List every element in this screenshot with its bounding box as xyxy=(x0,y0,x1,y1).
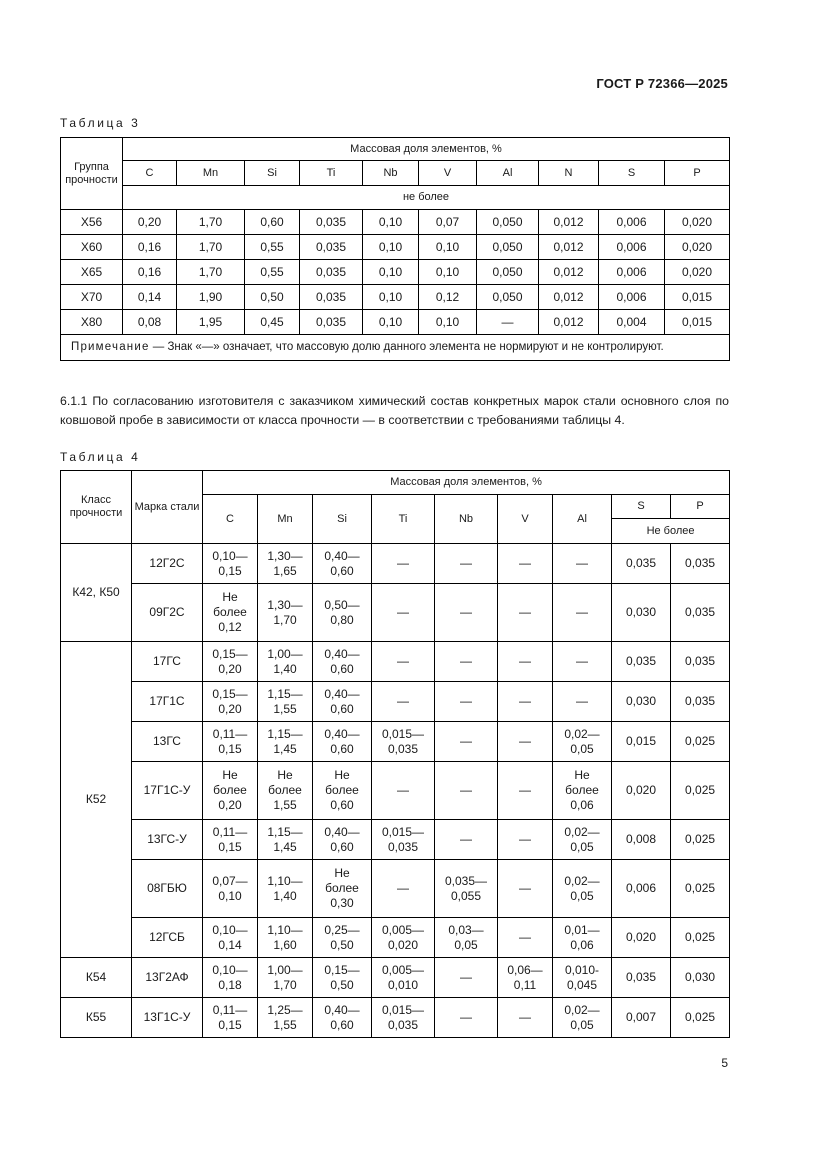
value-cell: 0,02— 0,05 xyxy=(553,722,612,762)
strength-group-cell: X65 xyxy=(61,260,123,285)
value-cell: 1,10— 1,40 xyxy=(258,860,313,918)
value-cell: 0,035 xyxy=(300,260,363,285)
value-cell: 0,015 xyxy=(665,310,730,335)
value-cell: 0,035 xyxy=(300,310,363,335)
value-cell: Не более 0,06 xyxy=(553,762,612,820)
value-cell: 0,11— 0,15 xyxy=(203,820,258,860)
value-cell: 0,025 xyxy=(671,762,730,820)
table-row xyxy=(61,235,730,260)
value-cell: — xyxy=(435,722,498,762)
value-cell: 0,10 xyxy=(363,260,419,285)
steel-grade-cell: 13ГС xyxy=(132,722,203,762)
value-cell: 0,40— 0,60 xyxy=(313,722,372,762)
value-cell: 0,02— 0,05 xyxy=(553,820,612,860)
value-cell: 1,30— 1,70 xyxy=(258,584,313,642)
value-cell: 0,035 xyxy=(300,210,363,235)
strength-class-cell: К52 xyxy=(61,642,132,958)
table-row xyxy=(61,762,730,820)
strength-group-cell: X56 xyxy=(61,210,123,235)
value-cell: 0,07 xyxy=(419,210,477,235)
note-label: Примечание xyxy=(71,341,150,353)
steel-grade-cell: 13Г2АФ xyxy=(132,958,203,998)
value-cell: Не более 0,12 xyxy=(203,584,258,642)
value-cell: 0,01— 0,06 xyxy=(553,918,612,958)
table-row xyxy=(61,310,730,335)
table4-element-header: Al xyxy=(553,495,612,544)
value-cell: 0,03— 0,05 xyxy=(435,918,498,958)
value-cell: 1,70 xyxy=(177,210,245,235)
value-cell: 0,015 xyxy=(665,285,730,310)
table3 xyxy=(60,137,730,361)
value-cell: — xyxy=(498,544,553,584)
value-cell: 0,08 xyxy=(123,310,177,335)
table4-element-header: Si xyxy=(313,495,372,544)
value-cell: — xyxy=(477,310,539,335)
table4-class-header: Класс прочности xyxy=(61,471,132,544)
value-cell: — xyxy=(435,820,498,860)
value-cell: — xyxy=(498,722,553,762)
table3-limit-label: не более xyxy=(123,186,730,210)
table4-grade-header: Марка стали xyxy=(132,471,203,544)
table-row xyxy=(61,918,730,958)
table-row xyxy=(61,260,730,285)
table4-mass-header: Массовая доля элементов, % xyxy=(203,471,730,495)
value-cell: 0,40— 0,60 xyxy=(313,642,372,682)
value-cell: — xyxy=(372,682,435,722)
table-row xyxy=(61,860,730,918)
value-cell: 0,40— 0,60 xyxy=(313,544,372,584)
value-cell: 0,025 xyxy=(671,860,730,918)
value-cell: 0,40— 0,60 xyxy=(313,820,372,860)
value-cell: 1,90 xyxy=(177,285,245,310)
value-cell: 0,020 xyxy=(665,210,730,235)
value-cell: 0,14 xyxy=(123,285,177,310)
strength-group-cell: X70 xyxy=(61,285,123,310)
table-row xyxy=(61,642,730,682)
value-cell: 0,025 xyxy=(671,722,730,762)
table4-element-header: Mn xyxy=(258,495,313,544)
value-cell: — xyxy=(498,762,553,820)
value-cell: — xyxy=(435,642,498,682)
value-cell: 0,015— 0,035 xyxy=(372,820,435,860)
table4-element-header: C xyxy=(203,495,258,544)
value-cell: 0,06— 0,11 xyxy=(498,958,553,998)
value-cell: 0,10 xyxy=(363,210,419,235)
paragraph-6-1-1: 6.1.1 По согласованию изготовителя с заказчиком химический состав конкретных марок стали основного слоя по ковшовой пробе в зависимости от класса прочности — в соответствии с требованиями таблицы 4. xyxy=(60,394,729,427)
table3-element-header: S xyxy=(599,161,665,186)
table4-element-header: Ti xyxy=(372,495,435,544)
value-cell: 0,050 xyxy=(477,235,539,260)
table-row xyxy=(61,210,730,235)
value-cell: 0,012 xyxy=(539,210,599,235)
table3-caption: Таблица 3 xyxy=(60,116,141,130)
value-cell: 0,010- 0,045 xyxy=(553,958,612,998)
strength-class-cell: К54 xyxy=(61,958,132,998)
steel-grade-cell: 17ГС xyxy=(132,642,203,682)
strength-class-cell: К42, К50 xyxy=(61,544,132,642)
value-cell: 0,030 xyxy=(612,682,671,722)
value-cell: — xyxy=(498,918,553,958)
value-cell: 1,10— 1,60 xyxy=(258,918,313,958)
value-cell: 0,015— 0,035 xyxy=(372,998,435,1038)
value-cell: 0,10 xyxy=(419,310,477,335)
value-cell: 0,006 xyxy=(599,285,665,310)
value-cell: 0,025 xyxy=(671,998,730,1038)
value-cell: 0,035 xyxy=(612,544,671,584)
table-row xyxy=(61,285,730,310)
value-cell: 0,10 xyxy=(419,260,477,285)
value-cell: — xyxy=(553,544,612,584)
steel-grade-cell: 13ГС-У xyxy=(132,820,203,860)
value-cell: — xyxy=(498,584,553,642)
value-cell: 0,005— 0,020 xyxy=(372,918,435,958)
value-cell: 0,10 xyxy=(363,310,419,335)
value-cell: 0,12 xyxy=(419,285,477,310)
value-cell: 0,11— 0,15 xyxy=(203,722,258,762)
value-cell: 0,55 xyxy=(245,260,300,285)
value-cell: 0,40— 0,60 xyxy=(313,682,372,722)
table4-element-header: P xyxy=(671,495,730,519)
table-row xyxy=(61,958,730,998)
value-cell: — xyxy=(372,544,435,584)
value-cell: 0,16 xyxy=(123,260,177,285)
value-cell: 0,035— 0,055 xyxy=(435,860,498,918)
table3-element-header: Si xyxy=(245,161,300,186)
value-cell: 0,012 xyxy=(539,260,599,285)
value-cell: 1,15— 1,55 xyxy=(258,682,313,722)
value-cell: 0,008 xyxy=(612,820,671,860)
value-cell: 0,004 xyxy=(599,310,665,335)
value-cell: 0,050 xyxy=(477,210,539,235)
value-cell: — xyxy=(435,958,498,998)
table-row xyxy=(61,820,730,860)
table-row xyxy=(61,584,730,642)
value-cell: 1,00— 1,40 xyxy=(258,642,313,682)
note-text: — Знак «—» означает, что массовую долю данного элемента не нормируют и не контролируют. xyxy=(152,341,664,353)
value-cell: — xyxy=(498,860,553,918)
value-cell: 0,015— 0,035 xyxy=(372,722,435,762)
value-cell: 1,00— 1,70 xyxy=(258,958,313,998)
value-cell: 1,70 xyxy=(177,260,245,285)
value-cell: 1,30— 1,65 xyxy=(258,544,313,584)
value-cell: 0,10— 0,18 xyxy=(203,958,258,998)
value-cell: 0,007 xyxy=(612,998,671,1038)
value-cell: 0,10 xyxy=(363,285,419,310)
value-cell: 0,006 xyxy=(599,210,665,235)
value-cell: 0,035 xyxy=(300,235,363,260)
value-cell: 0,45 xyxy=(245,310,300,335)
value-cell: 0,55 xyxy=(245,235,300,260)
value-cell: 1,15— 1,45 xyxy=(258,722,313,762)
table4 xyxy=(60,470,730,1038)
value-cell: 0,07— 0,10 xyxy=(203,860,258,918)
value-cell: 1,25— 1,55 xyxy=(258,998,313,1038)
value-cell: 0,035 xyxy=(612,958,671,998)
table-row xyxy=(61,722,730,762)
value-cell: — xyxy=(553,682,612,722)
table3-note xyxy=(61,335,730,361)
value-cell: — xyxy=(435,544,498,584)
value-cell: 0,50— 0,80 xyxy=(313,584,372,642)
value-cell: — xyxy=(498,682,553,722)
table3-mass-header: Массовая доля элементов, % xyxy=(123,138,730,161)
value-cell: — xyxy=(553,584,612,642)
table3-element-header: C xyxy=(123,161,177,186)
value-cell: — xyxy=(372,584,435,642)
value-cell: — xyxy=(498,642,553,682)
value-cell: 0,012 xyxy=(539,235,599,260)
value-cell: 0,15— 0,50 xyxy=(313,958,372,998)
value-cell: 0,15— 0,20 xyxy=(203,682,258,722)
table4-element-header: S xyxy=(612,495,671,519)
value-cell: — xyxy=(498,820,553,860)
value-cell: 0,015 xyxy=(612,722,671,762)
value-cell: 0,006 xyxy=(612,860,671,918)
table3-element-header: Al xyxy=(477,161,539,186)
value-cell: 0,025 xyxy=(671,918,730,958)
steel-grade-cell: 12ГСБ xyxy=(132,918,203,958)
steel-grade-cell: 13Г1С-У xyxy=(132,998,203,1038)
table4-limit-label: Не более xyxy=(612,519,730,544)
value-cell: — xyxy=(372,642,435,682)
value-cell: 1,15— 1,45 xyxy=(258,820,313,860)
value-cell: 0,035 xyxy=(671,584,730,642)
value-cell: 0,006 xyxy=(599,260,665,285)
value-cell: — xyxy=(435,584,498,642)
value-cell: 0,020 xyxy=(612,762,671,820)
value-cell: 0,035 xyxy=(671,544,730,584)
value-cell: 0,020 xyxy=(665,260,730,285)
value-cell: 0,025 xyxy=(671,820,730,860)
value-cell: — xyxy=(435,998,498,1038)
value-cell: 0,16 xyxy=(123,235,177,260)
strength-class-cell: К55 xyxy=(61,998,132,1038)
value-cell: 0,035 xyxy=(671,642,730,682)
table-row xyxy=(61,998,730,1038)
value-cell: 0,012 xyxy=(539,310,599,335)
value-cell: 0,035 xyxy=(300,285,363,310)
value-cell: 0,40— 0,60 xyxy=(313,998,372,1038)
value-cell: 0,050 xyxy=(477,285,539,310)
table3-element-header: Nb xyxy=(363,161,419,186)
value-cell: 0,50 xyxy=(245,285,300,310)
table3-element-header: V xyxy=(419,161,477,186)
value-cell: 0,25— 0,50 xyxy=(313,918,372,958)
value-cell: — xyxy=(372,860,435,918)
value-cell: — xyxy=(498,998,553,1038)
table4-element-header: Nb xyxy=(435,495,498,544)
value-cell: — xyxy=(435,682,498,722)
page-number: 5 xyxy=(721,1056,728,1070)
table-row xyxy=(61,544,730,584)
value-cell: 0,02— 0,05 xyxy=(553,860,612,918)
value-cell: — xyxy=(372,762,435,820)
value-cell: 0,006 xyxy=(599,235,665,260)
value-cell: Не более 1,55 xyxy=(258,762,313,820)
steel-grade-cell: 17Г1С-У xyxy=(132,762,203,820)
table4-caption: Таблица 4 xyxy=(60,450,141,464)
value-cell: 0,030 xyxy=(671,958,730,998)
value-cell: 0,10 xyxy=(419,235,477,260)
value-cell: — xyxy=(435,762,498,820)
value-cell: 0,10— 0,15 xyxy=(203,544,258,584)
table3-element-header: N xyxy=(539,161,599,186)
value-cell: 0,10 xyxy=(363,235,419,260)
value-cell: 0,60 xyxy=(245,210,300,235)
value-cell: 0,035 xyxy=(671,682,730,722)
table3-group-header: Группа прочности xyxy=(61,138,123,210)
strength-group-cell: X80 xyxy=(61,310,123,335)
value-cell: Не более 0,60 xyxy=(313,762,372,820)
value-cell: 0,10— 0,14 xyxy=(203,918,258,958)
value-cell: 0,050 xyxy=(477,260,539,285)
value-cell: 0,15— 0,20 xyxy=(203,642,258,682)
table3-element-header: P xyxy=(665,161,730,186)
value-cell: 0,02— 0,05 xyxy=(553,998,612,1038)
steel-grade-cell: 12Г2С xyxy=(132,544,203,584)
steel-grade-cell: 17Г1С xyxy=(132,682,203,722)
value-cell: 0,20 xyxy=(123,210,177,235)
value-cell: 0,020 xyxy=(665,235,730,260)
table-row xyxy=(61,682,730,722)
document-code: ГОСТ Р 72366—2025 xyxy=(596,76,728,91)
value-cell: Не более 0,30 xyxy=(313,860,372,918)
table3-element-header: Mn xyxy=(177,161,245,186)
value-cell: 0,005— 0,010 xyxy=(372,958,435,998)
value-cell: 0,012 xyxy=(539,285,599,310)
value-cell: 1,70 xyxy=(177,235,245,260)
value-cell: 1,95 xyxy=(177,310,245,335)
value-cell: 0,030 xyxy=(612,584,671,642)
table4-element-header: V xyxy=(498,495,553,544)
value-cell: — xyxy=(553,642,612,682)
value-cell: 0,035 xyxy=(612,642,671,682)
table3-element-header: Ti xyxy=(300,161,363,186)
value-cell: 0,020 xyxy=(612,918,671,958)
value-cell: Не более 0,20 xyxy=(203,762,258,820)
steel-grade-cell: 08ГБЮ xyxy=(132,860,203,918)
strength-group-cell: X60 xyxy=(61,235,123,260)
value-cell: 0,11— 0,15 xyxy=(203,998,258,1038)
steel-grade-cell: 09Г2С xyxy=(132,584,203,642)
